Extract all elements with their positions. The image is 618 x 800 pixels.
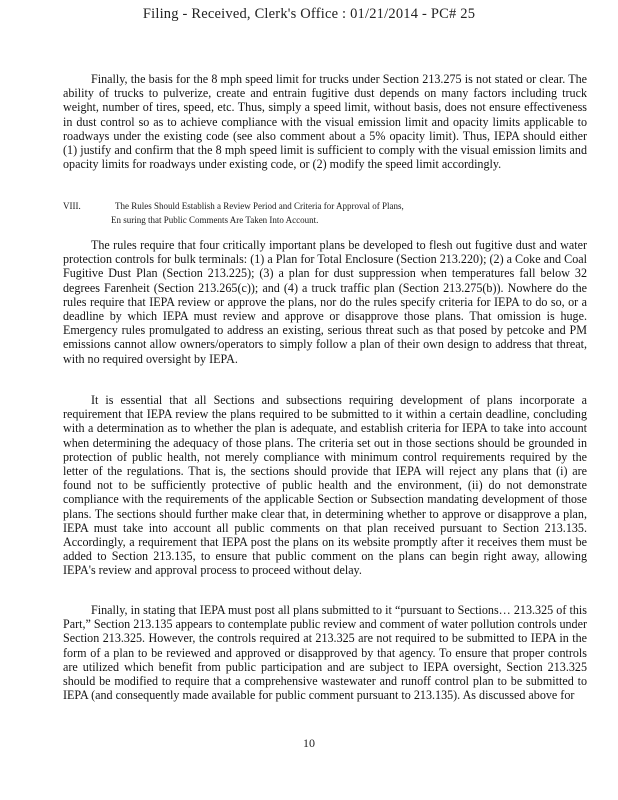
paragraph-water-pollution-controls: [63, 603, 587, 702]
paragraph-plan-review-requirement: [63, 393, 587, 578]
paragraph-text: Finally, the basis for the 8 mph speed limit for trucks under Section 213.275 is not stated or clear. The ability of trucks to pulverize, create and entrain fugitive dust depends on many factors including truck weight, number of tires, speed, etc. Thus, simply a speed limit, without basis, does not ensure effectiveness in dust control so as to achieve compliance with the visual emission limit and opacity limits applicable to roadways under the existing code (see also comment about a 5% opacity limit). Thus, IEPA should either (1) justify and confirm that the 8 mph speed limit is sufficient to comply with the visual emission limits and opacity limits for roadways under existing code, or (2) modify the speed limit accordingly.: [63, 72, 587, 172]
paragraph-speed-limit-basis: [63, 72, 587, 171]
paragraph-text: The rules require that four critically important plans be developed to flesh out fugitive dust and water protection controls for bulk terminals: (1) a Plan for Total Enclosure (Section 213.220); (2) a Coke and Coal Fugitive Dust Plan (Section 213.225); (3) a plan for dust suppression when temperatures fall below 32 degrees Farenheit (Section 213.265(c)); and (4) a truck traffic plan (Section 213.275(b)). Nowhere do the rules require that IEPA review or approve the plans, nor do the rules specify criteria for IEPA to do so, or a deadline by which IEPA must review and approve or disapprove those plans. That omission is huge. Emergency rules promulgated to address an existing, serious threat such as that posed by petcoke and PM emissions cannot allow owners/operators to simply follow a plan of their own design to address that threat, with no required oversight by IEPA.: [63, 238, 587, 366]
paragraph-text: It is essential that all Sections and subsections requiring development of plans incorporate a requirement that IEPA review the plans required to be submitted to it within a certain deadline, concluding with a determination as to whether the plan is adequate, and establish criteria for IEPA to take into account when determining the adequacy of those plans. The criteria set out in those sections should be grounded in protection of public health, not merely compliance with minimum control requirements required by the letter of the regulations. That is, the sections should provide that IEPA will reject any plans that (i) are found not to be sufficiently protective of public health and the environment, (ii) do not demonstrate compliance with the requirements of the applicable Section or Subsection mandating development of those plans. The sections should further make clear that, in determining whether to approve or disapprove a plan, IEPA must take into account all public comments on that plan received pursuant to Section 213.135. Accordingly, a requirement that IEPA post the plans on its website promptly after it receives them must be added to Section 213.135, to ensure that public comment on the plans can begin right away, allowing IEPA's review and approval process to proceed without delay.: [63, 393, 587, 578]
section-title-line-1: The Rules Should Establish a Review Period and Criteria for Approval of Plans,: [115, 201, 404, 211]
section-number: VIII.: [63, 201, 81, 211]
page-number: 10: [303, 736, 315, 750]
filing-stamp-header: Filing - Received, Clerk's Office : 01/21/2014 - PC# 25: [142, 6, 476, 22]
paragraph-text: Finally, in stating that IEPA must post all plans submitted to it “pursuant to Sections… 213.325 of this Part,” Section 213.135 appears to contemplate public review and comment of water pollution controls under Section 213.325. However, the controls required at 213.325 are not required to be submitted to IEPA in the form of a plan to be reviewed and approved or disapproved by that agency. To ensure that proper controls are utilized which benefit from public participation and are subject to IEPA oversight, Section 213.325 should be modified to require that a comprehensive wastewater and runoff control plan to be submitted to IEPA (and consequently made available for public comment pursuant to 213.135). As discussed above for: [63, 603, 587, 703]
section-title-line-2: En suring that Public Comments Are Taken Into Account.: [111, 215, 319, 225]
paragraph-required-plans: [63, 238, 587, 366]
